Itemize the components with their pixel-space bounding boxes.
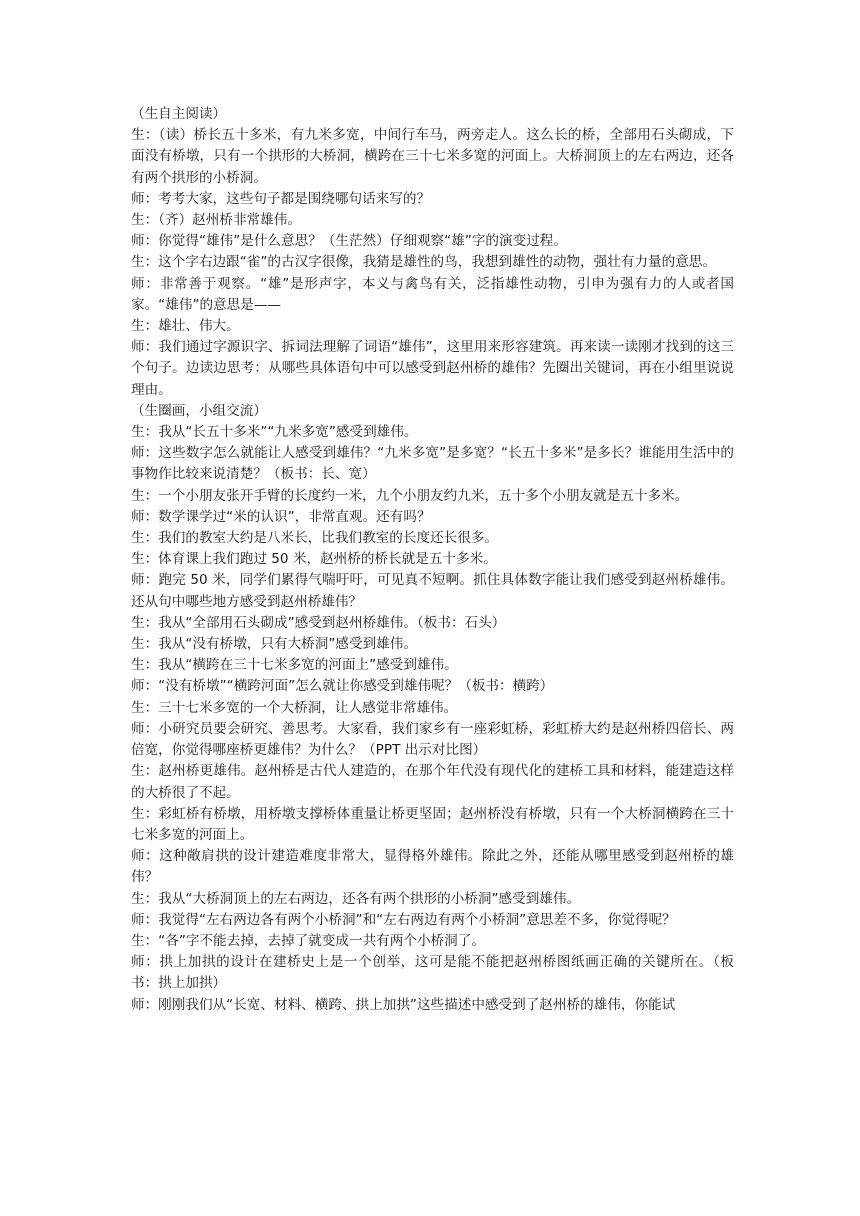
paragraph: 生：我从“横跨在三十七米多宽的河面上”感受到雄伟。: [131, 657, 458, 674]
paragraph: 师：“没有桥墩”“横跨河面”怎么就让你感受到雄伟呢？（板书：横跨）: [131, 678, 554, 695]
paragraph: 生：彩虹桥有桥墩，用桥墩支撑桥体重量让桥更坚固；赵州桥没有桥墩，只有一个大桥洞横跨在三十七米多宽的河面上。: [131, 805, 734, 843]
paragraph: 师：跑完 50 米，同学们累得气喘吁吁，可见真不短啊。抓住具体数字能让我们感受到赵州桥雄伟。还从句中哪些地方感受到赵州桥雄伟？: [131, 572, 734, 610]
paragraph: 师：非常善于观察。“雄”是形声字，本义与禽鸟有关，泛指雄性动物，引申为强有力的人或者国家。“雄伟”的意思是——: [131, 275, 734, 313]
document-body: [131, 104, 734, 1016]
paragraph: 师：小研究员要会研究、善思考。大家看，我们家乡有一座彩虹桥，彩虹桥大约是赵州桥四倍长、两倍宽，你觉得哪座桥更雄伟？为什么？（PPT 出示对比图）: [131, 720, 734, 759]
paragraph: 生：我从“全部用石头砌成”感受到赵州桥雄伟。（板书：石头）: [131, 614, 506, 631]
paragraph: 生：赵州桥更雄伟。赵州桥是古代人建造的，在那个年代没有现代化的建桥工具和材料，能建造这样的大桥很了不起。: [131, 763, 734, 801]
paragraph: 生：我从“长五十多米”“九米多宽”感受到雄伟。: [131, 424, 418, 441]
paragraph: 师：这些数字怎么就能让人感受到雄伟？“九米多宽”是多宽？“长五十多米”是多长？谁能用生活中的事物作比较来说清楚？（板书：长、宽）: [131, 445, 734, 483]
paragraph: 师：我觉得“左右两边各有两个小桥洞”和“左右两边有两个小桥洞”意思差不多，你觉得呢？: [131, 911, 676, 928]
paragraph: 生：（齐）赵州桥非常雄伟。: [131, 212, 301, 229]
paragraph: 师：这种敞肩拱的设计建造难度非常大，显得格外雄伟。除此之外，还能从哪里感受到赵州桥的雄伟？: [131, 848, 734, 886]
paragraph: 师：拱上加拱的设计在建桥史上是一个创举，这可是能不能把赵州桥图纸画正确的关键所在。（板书：拱上加拱）: [131, 954, 734, 992]
paragraph: 生：一个小朋友张开手臂的长度约一米，九个小朋友约九米，五十多个小朋友就是五十多米。: [131, 487, 689, 504]
paragraph: 生：这个字右边跟“雀”的古汉字很像，我猜是雄性的鸟，我想到雄性的动物，强壮有力量的意思。: [131, 254, 717, 271]
paragraph: 师：你觉得“雄伟”是什么意思？（生茫然）仔细观察“雄”字的演变过程。: [131, 233, 567, 250]
paragraph: 师：我们通过字源识字、拆词法理解了词语“雄伟”，这里用来形容建筑。再来读一读刚才找到的这三个句子。边读边思考：从哪些具体语句中可以感受到赵州桥的雄伟？先圈出关键词，再在小组里说说理由。: [131, 339, 734, 398]
paragraph: （生自主阅读）: [131, 106, 227, 122]
paragraph: 师：数学课学过“米的认识”，非常直观。还有吗？: [131, 508, 431, 525]
paragraph: （生圈画，小组交流）: [131, 402, 267, 419]
paragraph: 生：雄壮、伟大。: [131, 318, 240, 335]
paragraph: 师：考考大家，这些句子都是围绕哪句话来写的？: [131, 190, 431, 207]
paragraph: 生：我从“大桥洞顶上的左右两边，还各有两个拱形的小桥洞”感受到雄伟。: [131, 890, 581, 907]
paragraph: 师：刚刚我们从“长宽、材料、横跨、拱上加拱”这些描述中感受到了赵州桥的雄伟，你能试: [131, 996, 676, 1013]
paragraph: 生：“各”字不能去掉，去掉了就变成一共有两个小桥洞了。: [131, 932, 485, 949]
paragraph: 生：体育课上我们跑过 50 米，赵州桥的桥长就是五十多米。: [131, 551, 497, 568]
paragraph: 生：我们的教室大约是八米长，比我们教室的长度还长很多。: [131, 530, 499, 547]
paragraph: 生：（读）桥长五十多米，有九米多宽，中间行车马，两旁走人。这么长的桥，全部用石头砌成，下面没有桥墩，只有一个拱形的大桥洞，横跨在三十七米多宽的河面上。大桥洞顶上的左右两边，还各有两个拱形的小桥洞。: [131, 127, 734, 186]
paragraph: 生：三十七米多宽的一个大桥洞，让人感觉非常雄伟。: [131, 699, 458, 716]
paragraph: 生：我从“没有桥墩，只有大桥洞”感受到雄伟。: [131, 636, 417, 653]
